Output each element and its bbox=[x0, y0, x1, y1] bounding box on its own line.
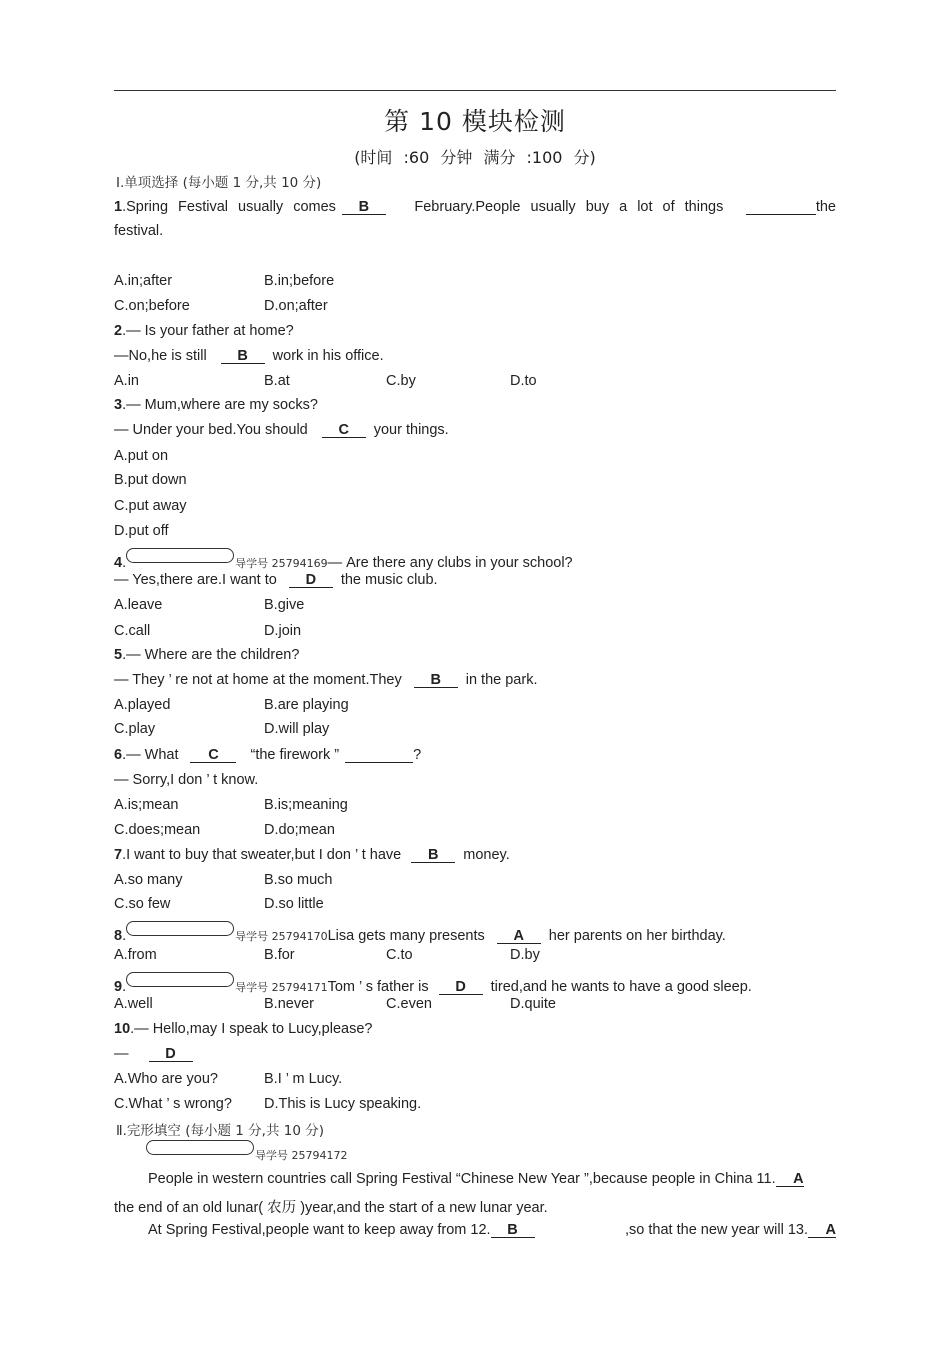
question-3: 3.— Mum,where are my socks? bbox=[114, 397, 318, 413]
guide-badge bbox=[126, 921, 234, 936]
passage-line-3: At Spring Festival,people want to keep away from 12. B ,so that the new year will 13. A bbox=[148, 1222, 836, 1238]
option: D.quite bbox=[510, 996, 556, 1012]
question-8: 8. 导学号 25794170Lisa gets many presents A her parents on her birthday. bbox=[114, 921, 726, 944]
question-5: 5.— Where are the children? bbox=[114, 647, 300, 663]
question-9: 9. 导学号 25794171Tom ’ s father is D tired,and he wants to have a good sleep. bbox=[114, 972, 752, 995]
answer-blank: B bbox=[491, 1223, 535, 1238]
answer-blank: B bbox=[342, 200, 386, 215]
option: A.well bbox=[114, 996, 153, 1012]
option: A.played bbox=[114, 697, 171, 713]
option: A.so many bbox=[114, 872, 183, 888]
option: A.from bbox=[114, 947, 157, 963]
guide-number: 导学号 25794171 bbox=[235, 981, 328, 994]
option: B.are playing bbox=[264, 697, 349, 713]
option: C.call bbox=[114, 623, 151, 639]
answer-blank: D bbox=[149, 1047, 193, 1062]
option: B.is;meaning bbox=[264, 797, 348, 813]
option: A.in;after bbox=[114, 273, 173, 289]
answer-blank: C bbox=[190, 748, 236, 763]
answer-blank: D bbox=[439, 980, 483, 995]
question-4: 4. 导学号 25794169— Are there any clubs in your school? bbox=[114, 548, 573, 571]
option: C.on;before bbox=[114, 298, 190, 314]
option: D.on;after bbox=[264, 298, 328, 314]
option: B.for bbox=[264, 947, 295, 963]
option: A.Who are you? bbox=[114, 1071, 218, 1087]
option: A.in bbox=[114, 373, 139, 389]
guide-number: 导学号 25794170 bbox=[235, 930, 328, 943]
answer-blank: D bbox=[289, 573, 333, 588]
option: B.I ’ m Lucy. bbox=[264, 1071, 343, 1087]
question-5-reply: — They ’ re not at home at the moment.They B in the park. bbox=[114, 672, 538, 688]
option: D.so little bbox=[264, 896, 324, 912]
question-number: 1 bbox=[114, 199, 123, 215]
option: D.join bbox=[264, 623, 302, 639]
option: B.in;before bbox=[264, 273, 335, 289]
answer-blank: B bbox=[221, 349, 265, 364]
option: B.never bbox=[264, 996, 314, 1012]
option: D.do;mean bbox=[264, 822, 335, 838]
section-2-guide bbox=[146, 1140, 348, 1163]
option: C.even bbox=[386, 996, 432, 1012]
question-6-reply: — Sorry,I don ’ t know. bbox=[114, 772, 259, 788]
option: A.put on bbox=[114, 448, 169, 464]
option: C.by bbox=[386, 373, 416, 389]
option: C.play bbox=[114, 721, 156, 737]
question-4-reply: — Yes,there are.I want to D the music club. bbox=[114, 572, 438, 588]
section-2-heading: Ⅱ.完形填空 (每小题 1 分,共 10 分) bbox=[116, 1123, 324, 1139]
option: B.at bbox=[264, 373, 290, 389]
guide-badge bbox=[146, 1140, 254, 1155]
question-1-cont: festival. bbox=[114, 223, 164, 239]
option: C.so few bbox=[114, 896, 171, 912]
question-1: 1.Spring Festival usually comes B February.People usually buy a lot of things the bbox=[114, 199, 836, 215]
answer-blank: C bbox=[322, 423, 366, 438]
option: C.What ’ s wrong? bbox=[114, 1096, 232, 1112]
page-subtitle: (时间 :60 分钟 满分 :100 分) bbox=[354, 148, 596, 167]
option: C.to bbox=[386, 947, 413, 963]
option: D.by bbox=[510, 947, 540, 963]
option: D.will play bbox=[264, 721, 330, 737]
question-6: 6.— What C “the firework ” ? bbox=[114, 747, 422, 763]
guide-number: 导学号 25794172 bbox=[255, 1149, 348, 1162]
option: B.put down bbox=[114, 472, 187, 488]
passage-line-1: People in western countries call Spring Festival “Chinese New Year ”,because people in China 11. A bbox=[148, 1171, 804, 1187]
answer-blank: B bbox=[411, 848, 455, 863]
answer-blank: A bbox=[808, 1223, 836, 1238]
question-3-reply: — Under your bed.You should C your things. bbox=[114, 422, 449, 438]
question-7: 7.I want to buy that sweater,but I don ’ t have B money. bbox=[114, 847, 510, 863]
empty-blank bbox=[345, 748, 413, 763]
option: C.put away bbox=[114, 498, 187, 514]
option: D.put off bbox=[114, 523, 169, 539]
passage-line-2: the end of an old lunar( 农历 )year,and the start of a new lunar year. bbox=[114, 1200, 548, 1216]
answer-blank: B bbox=[414, 673, 458, 688]
option: B.give bbox=[264, 597, 305, 613]
question-10: 10.— Hello,may I speak to Lucy,please? bbox=[114, 1021, 373, 1037]
top-rule bbox=[114, 90, 836, 91]
guide-number: 导学号 25794169 bbox=[235, 557, 328, 570]
option: D.This is Lucy speaking. bbox=[264, 1096, 422, 1112]
page-title: 第 10 模块检测 bbox=[384, 107, 566, 136]
answer-blank: A bbox=[776, 1172, 804, 1187]
guide-badge bbox=[126, 548, 234, 563]
option: C.does;mean bbox=[114, 822, 201, 838]
guide-badge bbox=[126, 972, 234, 987]
answer-blank: A bbox=[497, 929, 541, 944]
option: D.to bbox=[510, 373, 537, 389]
question-2-reply: —No,he is still B work in his office. bbox=[114, 348, 384, 364]
option: B.so much bbox=[264, 872, 333, 888]
section-1-heading: Ⅰ.单项选择 (每小题 1 分,共 10 分) bbox=[116, 175, 322, 191]
empty-blank bbox=[746, 200, 816, 215]
option: A.leave bbox=[114, 597, 163, 613]
option: A.is;mean bbox=[114, 797, 179, 813]
question-10-reply: — D bbox=[114, 1046, 193, 1062]
question-2: 2.— Is your father at home? bbox=[114, 323, 294, 339]
